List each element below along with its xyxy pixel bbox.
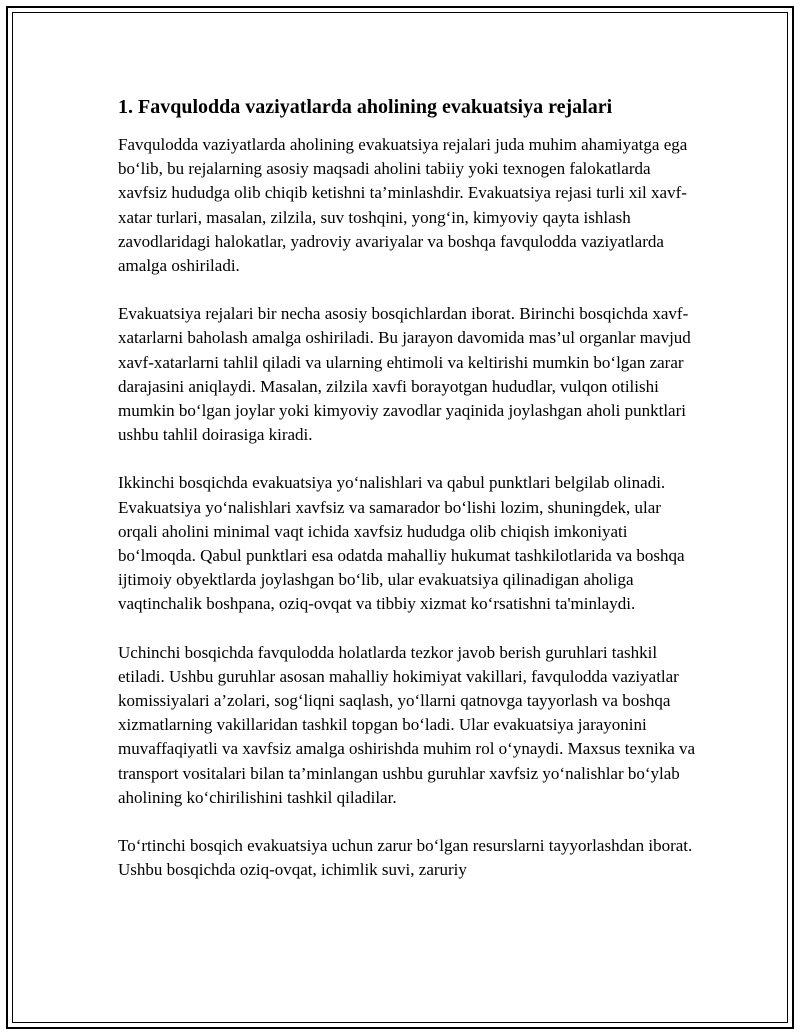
paragraph-stage-one: Evakuatsiya rejalari bir necha asosiy bosqichlardan iborat. Birinchi bosqichda xavf-xatarlarni baholash amalga oshiriladi. Bu jarayon davomida mas’ul organlar mavjud xavf-xatarlarni tahlil qiladi va ularning ehtimoli va keltirishi mumkin bo‘lgan zarar darajasini aniqlaydi. Masalan, zilzila xavfi borayotgan hududlar, vulqon otilishi mumkin bo‘lgan joylar yoki kimyoviy zavodlar yaqinida joylashgan aholi punktlari ushbu tahlil doirasiga kiradi. — [118, 304, 691, 445]
section-heading: 1. Favqulodda vaziyatlarda aholining evakuatsiya rejalari — [118, 96, 613, 118]
paragraph-stage-two: Ikkinchi bosqichda evakuatsiya yo‘nalishlari va qabul punktlari belgilab olinadi. Evakuatsiya yo‘nalishlari xavfsiz va samarador bo‘lishi lozim, shuningdek, ular orqali aholini minimal vaqt ichida xavfsiz hududga olib chiqish imkoniyati bo‘lmoqda. Qabul punktlari esa odatda mahalliy hukumat tashkilotlarida va boshqa ijtimoiy obyektlarda joylashgan bo‘lib, ular evakuatsiya qilinadigan aholiga vaqtinchalik boshpana, oziq-ovqat va tibbiy xizmat ko‘rsatishni ta'minlaydi. — [118, 473, 685, 614]
paragraph-stage-four: To‘rtinchi bosqich evakuatsiya uchun zarur bo‘lgan resurslarni tayyorlashdan iborat. Ushbu bosqichda oziq-ovqat, ichimlik suvi, zaruriy — [118, 836, 693, 880]
document-body — [118, 93, 698, 906]
paragraph-stage-three: Uchinchi bosqichda favqulodda holatlarda tezkor javob berish guruhlari tashkil etiladi. Ushbu guruhlar asosan mahalliy hokimiyat vakillari, favqulodda vaziyatlar komissiyalari a’zolari, sog‘liqni saqlash, yo‘llarni qatnovga tayyorlash va boshqa xizmatlarning vakillaridan tashkil topgan bo‘ladi. Ular evakuatsiya jarayonini muvaffaqiyatli va xavfsiz amalga oshirishda muhim rol o‘ynaydi. Maxsus texnika va transport vositalari bilan ta’minlangan ushbu guruhlar xavfsiz yo‘nalishlar bo‘ylab aholining ko‘chirilishini tashkil qiladilar. — [118, 642, 696, 807]
paragraph-intro: Favqulodda vaziyatlarda aholining evakuatsiya rejalari juda muhim ahamiyatga ega bo‘lib, bu rejalarning asosiy maqsadi aholini tabiiy yoki texnogen falokatlarda xavfsiz hududga olib chiqib ketishni ta’minlashdir. Evakuatsiya rejasi turli xil xavf-xatar turlari, masalan, zilzila, suv toshqini, yong‘in, kimyoviy qayta ishlash zavodlaridagi halokatlar, yadroviy avariyalar va boshqa favqulodda vaziyatlarda amalga oshiriladi. — [118, 135, 688, 276]
